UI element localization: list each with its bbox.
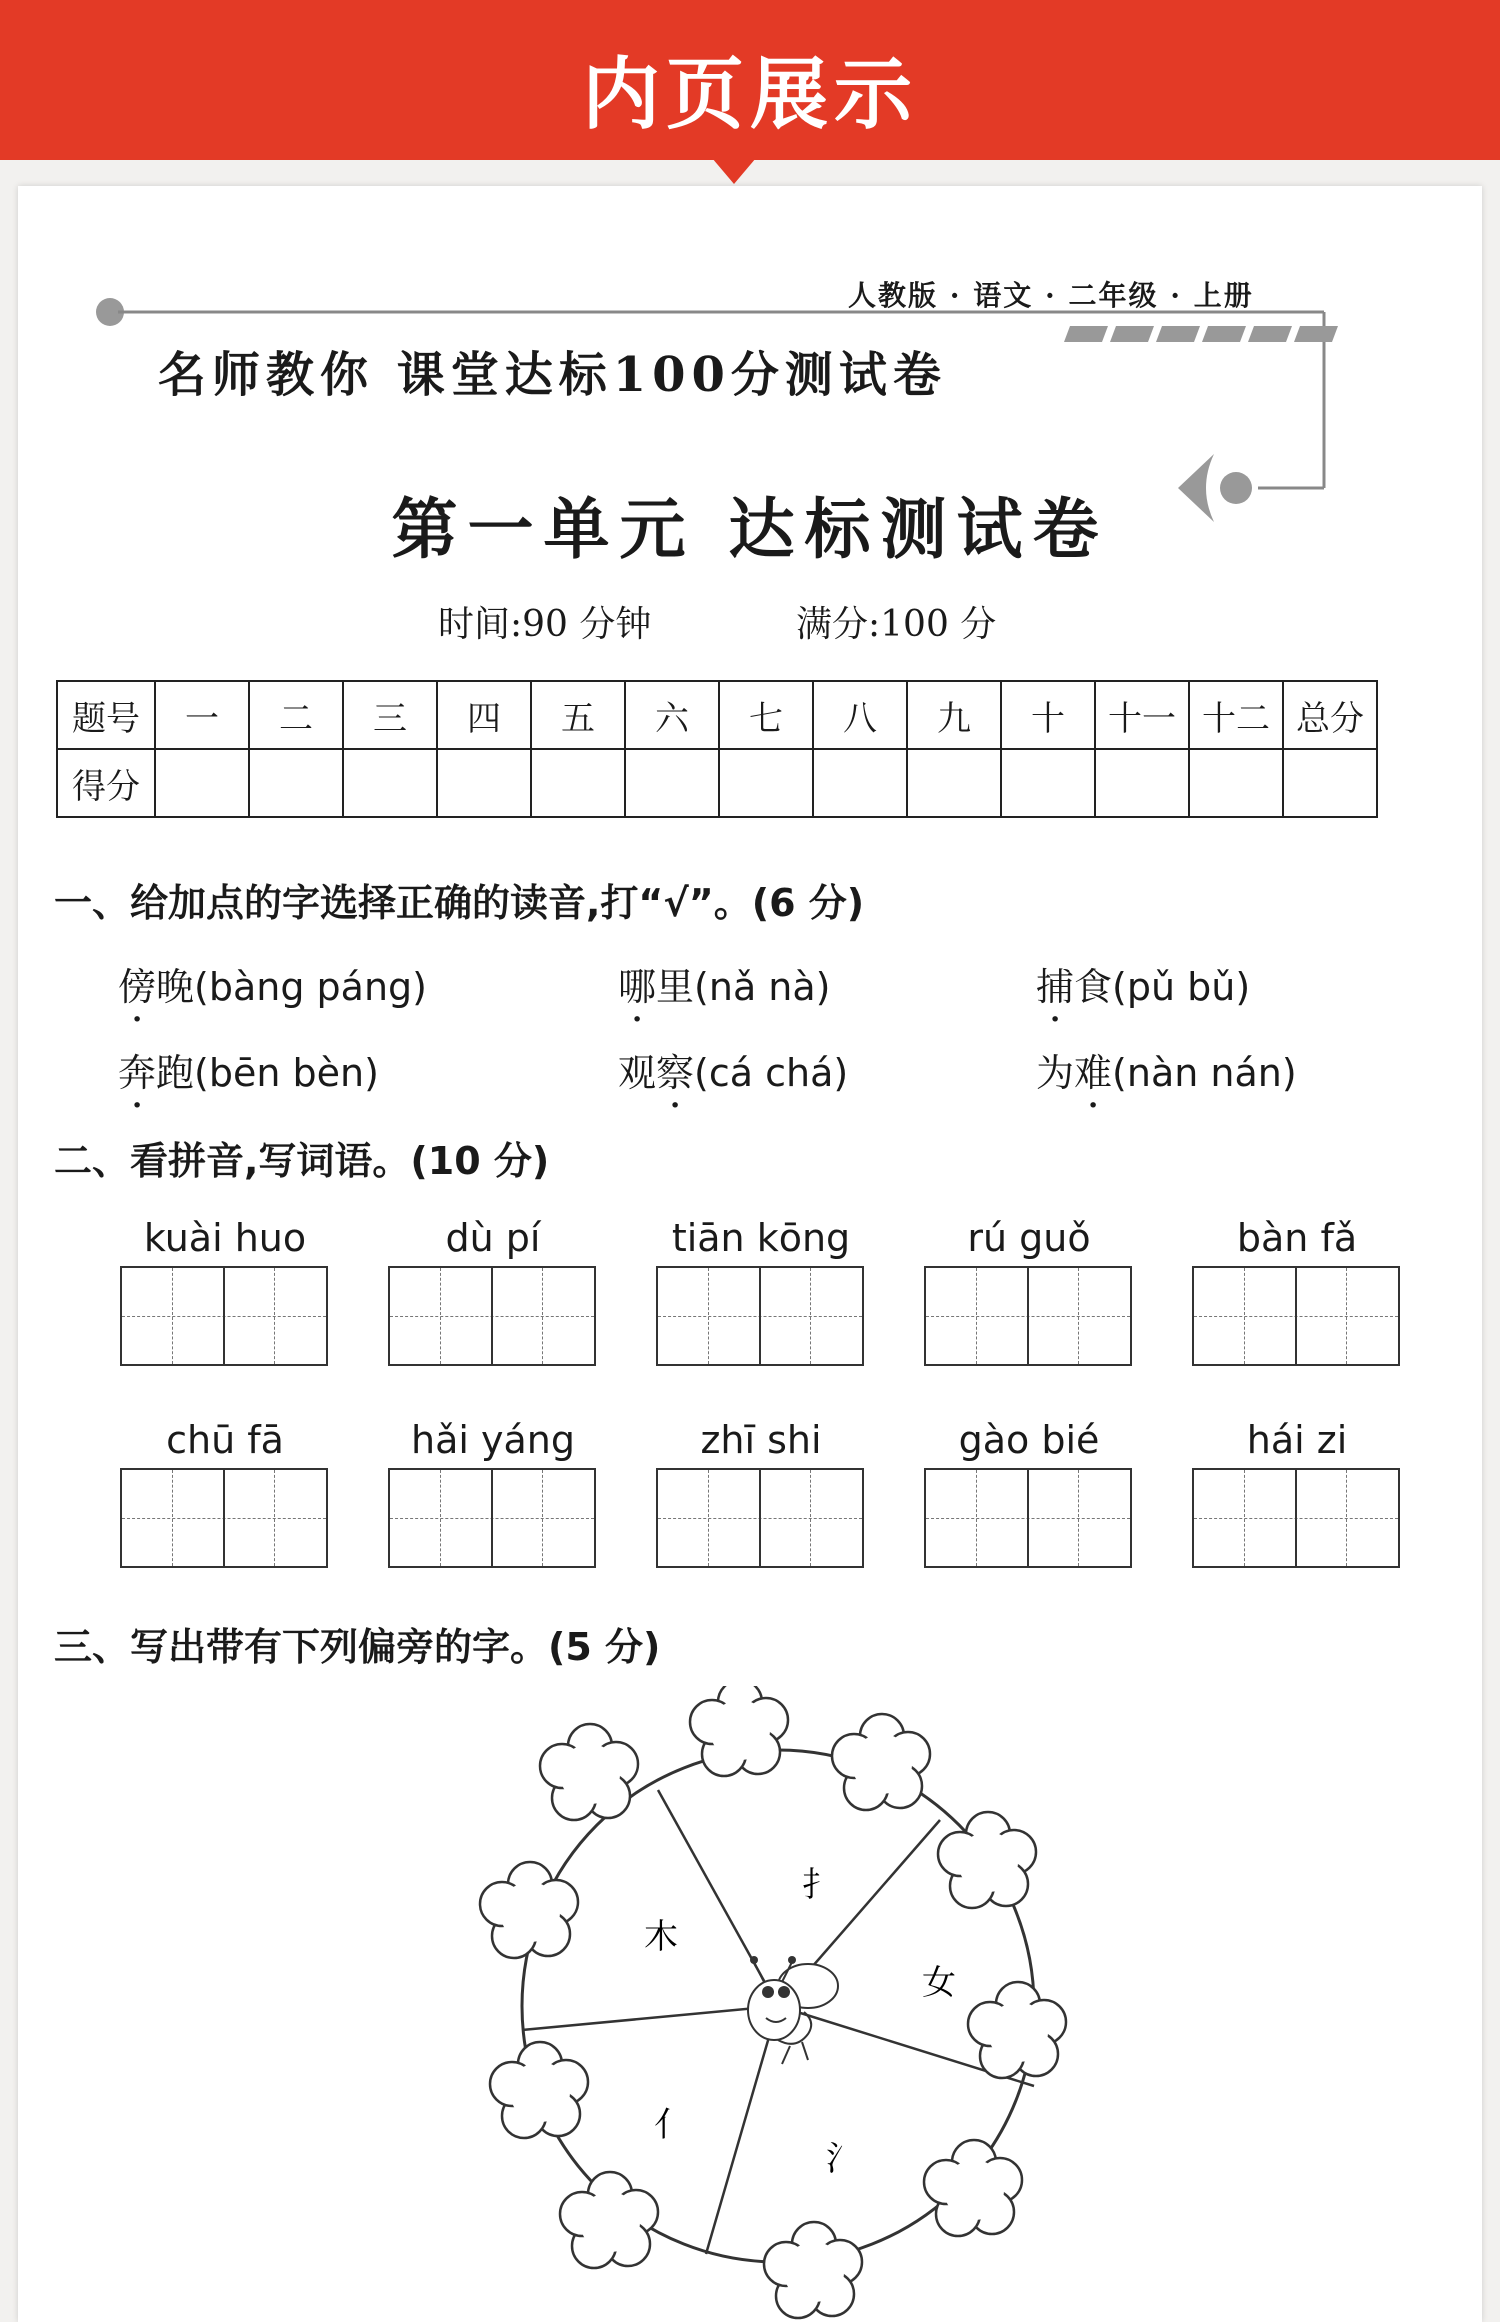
pinyin-label: tiān kōng [671, 1216, 851, 1260]
pinyin-options[interactable]: (nàn nán) [1112, 1051, 1297, 1095]
writing-grid[interactable] [120, 1266, 328, 1366]
score-entry-cell[interactable] [1283, 749, 1377, 817]
score-entry-cell[interactable] [437, 749, 531, 817]
writing-grid[interactable] [1192, 1266, 1400, 1366]
dotted-char: 难 [1074, 1051, 1113, 1095]
writing-grid[interactable] [656, 1468, 864, 1568]
score-entry-cell[interactable] [1189, 749, 1283, 817]
word-rest: 晚 [156, 965, 195, 1009]
writing-grid[interactable] [924, 1468, 1132, 1568]
pinyin-options[interactable]: (cá chá) [694, 1051, 849, 1095]
time-info: 时间:90 分钟 [438, 604, 652, 645]
pinyin-label: hái zi [1246, 1418, 1348, 1462]
pinyin-options[interactable]: (nǎ nà) [694, 965, 831, 1009]
q1-item [618, 956, 831, 1031]
radical-wheel [478, 1686, 1078, 2322]
dotted-char: 捕 [1036, 965, 1075, 1009]
writing-grid[interactable] [924, 1266, 1132, 1366]
dotted-char: 察 [656, 1051, 695, 1095]
score-entry-cell[interactable] [719, 749, 813, 817]
table-cell: 九 [907, 681, 1001, 749]
table-cell: 六 [625, 681, 719, 749]
dotted-char: 哪 [618, 965, 657, 1009]
score-table [56, 680, 1378, 818]
writing-grid[interactable] [388, 1468, 596, 1568]
score-entry-cell[interactable] [625, 749, 719, 817]
score-table-score-row [57, 749, 1377, 817]
pinyin-label: gào bié [958, 1418, 1100, 1462]
score-entry-cell[interactable] [1095, 749, 1189, 817]
score-entry-cell[interactable] [343, 749, 437, 817]
score-entry-cell[interactable] [249, 749, 343, 817]
dotted-char: 奔 [118, 1051, 157, 1095]
q2-heading: 二、看拼音,写词语。(10 分) [54, 1139, 550, 1183]
table-cell: 七 [719, 681, 813, 749]
word-rest: 观 [618, 1051, 657, 1095]
score-entry-cell[interactable] [155, 749, 249, 817]
banner-title: 内页展示 [581, 50, 918, 140]
unit-title: 第一单元 达标测试卷 [391, 490, 1109, 568]
pinyin-options[interactable]: (pǔ bǔ) [1112, 965, 1251, 1009]
pinyin-label: rú guǒ [967, 1216, 1091, 1260]
q1-item [1036, 956, 1250, 1031]
exam-paper [18, 186, 1482, 2322]
pinyin-label: zhī shi [700, 1418, 822, 1462]
pinyin-label: chū fā [166, 1418, 284, 1462]
q1-item [1036, 1042, 1297, 1117]
table-cell: 五 [531, 681, 625, 749]
radical-label: 氵 [826, 2139, 860, 2179]
writing-grid[interactable] [1192, 1468, 1400, 1568]
score-entry-cell[interactable] [1001, 749, 1095, 817]
pinyin-label: bàn fǎ [1236, 1216, 1358, 1260]
table-cell: 二 [249, 681, 343, 749]
word-rest: 跑 [156, 1051, 195, 1095]
word-rest: 里 [656, 965, 695, 1009]
word-rest: 食 [1074, 965, 1113, 1009]
table-cell: 题号 [57, 681, 155, 749]
writing-grid[interactable] [120, 1468, 328, 1568]
table-cell: 总分 [1283, 681, 1377, 749]
q1-item [618, 1042, 848, 1117]
table-cell: 得分 [57, 749, 155, 817]
table-cell: 十二 [1189, 681, 1283, 749]
pinyin-label: dù pí [445, 1216, 541, 1260]
radical-label: 女 [922, 1963, 956, 2003]
score-entry-cell[interactable] [813, 749, 907, 817]
top-banner [0, 0, 1500, 160]
q1-item [118, 1042, 379, 1117]
banner-notch [712, 158, 756, 184]
score-entry-cell[interactable] [531, 749, 625, 817]
table-cell: 八 [813, 681, 907, 749]
edition-label: 人教版 · 语文 · 二年级 · 上册 [848, 279, 1254, 312]
radical-label: 木 [644, 1917, 678, 1957]
writing-grid[interactable] [656, 1266, 864, 1366]
pinyin-options[interactable]: (bàng páng) [194, 965, 427, 1009]
pinyin-label: kuài huo [143, 1216, 307, 1260]
table-cell: 十一 [1095, 681, 1189, 749]
series-title: 名师教你 课堂达标100分测试卷 [158, 347, 947, 403]
word-rest: 为 [1036, 1051, 1075, 1095]
radical-label: 亻 [654, 2105, 688, 2145]
table-cell: 一 [155, 681, 249, 749]
writing-grid[interactable] [388, 1266, 596, 1366]
pinyin-options[interactable]: (bēn bèn) [194, 1051, 379, 1095]
radical-label: 扌 [802, 1865, 836, 1905]
q1-heading: 一、给加点的字选择正确的读音,打“√”。(6 分) [54, 881, 865, 925]
dotted-char: 傍 [118, 965, 157, 1009]
q3-heading: 三、写出带有下列偏旁的字。(5 分) [54, 1625, 661, 1669]
table-cell: 四 [437, 681, 531, 749]
pinyin-label: hǎi yáng [411, 1418, 575, 1462]
table-cell: 三 [343, 681, 437, 749]
score-entry-cell[interactable] [907, 749, 1001, 817]
q1-item [118, 956, 427, 1031]
table-cell: 十 [1001, 681, 1095, 749]
score-table-header-row [57, 681, 1377, 749]
full-score-info: 满分:100 分 [796, 604, 997, 645]
